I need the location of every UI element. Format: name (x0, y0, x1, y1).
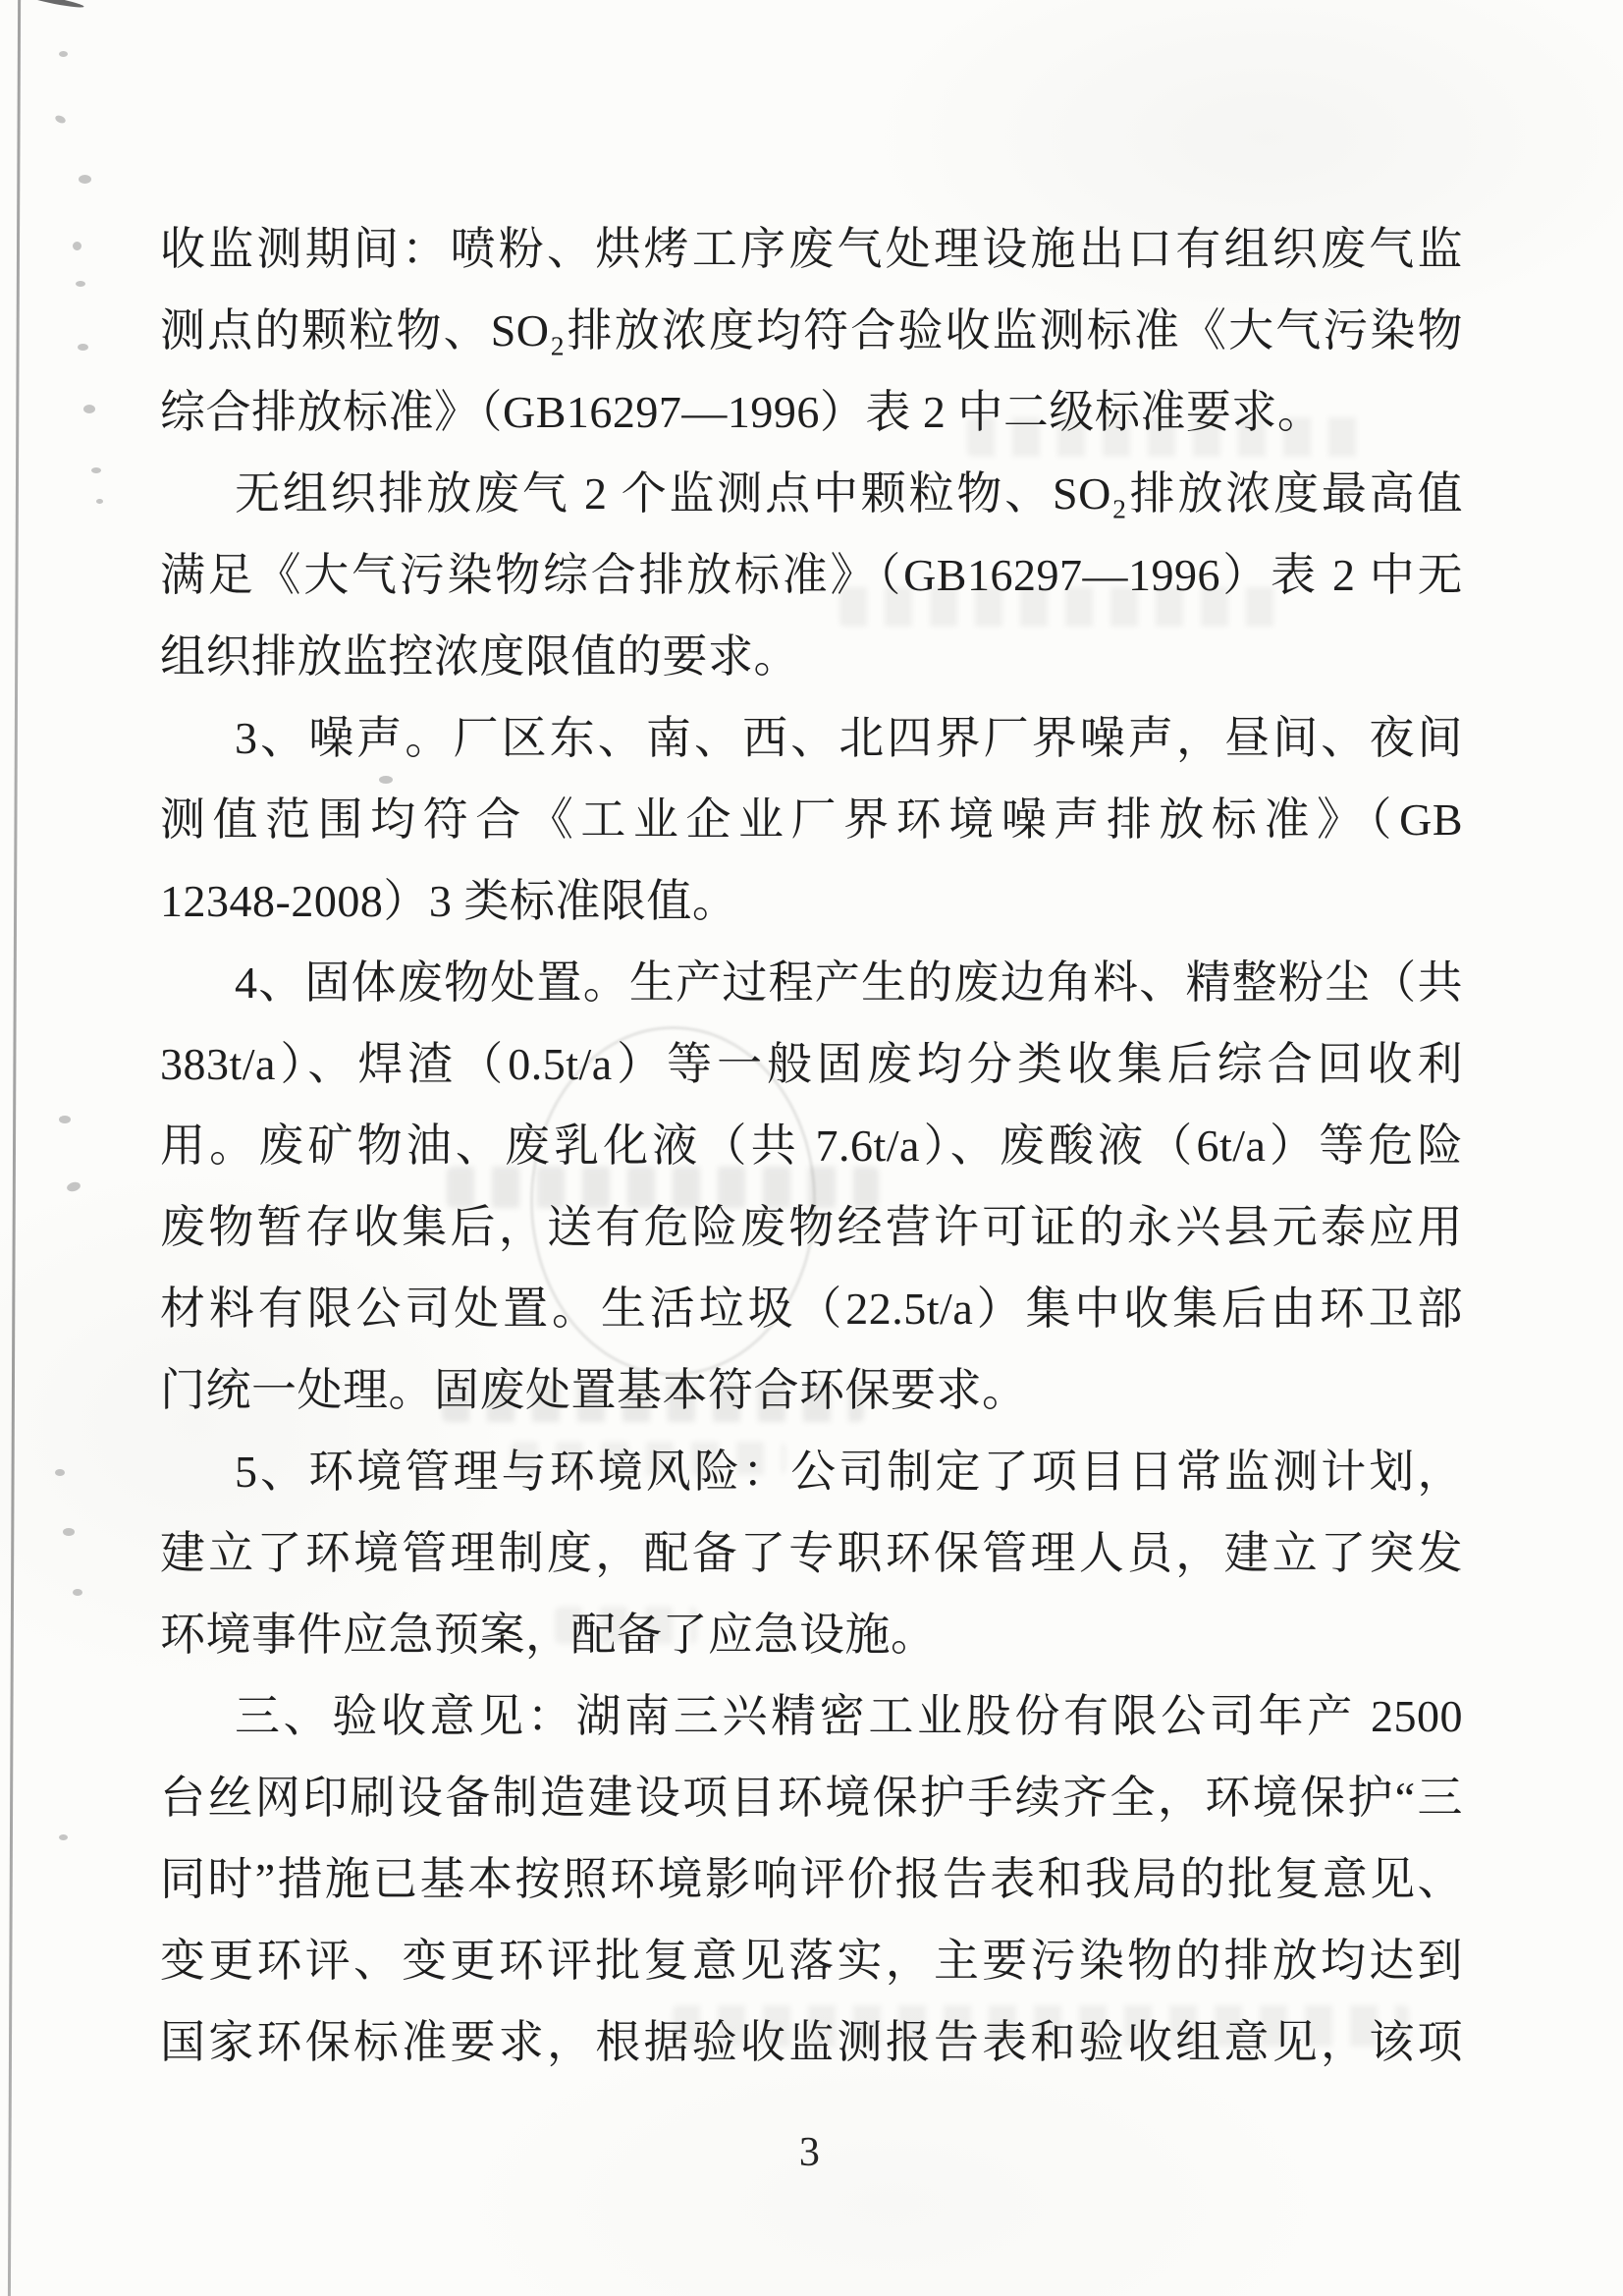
text-line: 综合排放标准》（GB16297—1996）表 2 中二级标准要求。 (160, 387, 1324, 437)
scan-artifact (54, 114, 67, 125)
text-line: 无组织排放废气 2 个监测点中颗粒物、SO₂排放浓度最高值 (235, 468, 1463, 519)
scan-artifact (73, 242, 81, 250)
scan-artifact (63, 1528, 75, 1536)
text-line: 废物暂存收集后，送有危险废物经营许可证的永兴县元泰应用 (160, 1202, 1463, 1252)
document-text-block (160, 208, 1463, 2083)
scan-artifact (96, 499, 103, 504)
text-line: 变更环评、变更环评批复意见落实，主要污染物的排放均达到 (160, 1936, 1463, 1986)
text-line: 门统一处理。固废处置基本符合环保要求。 (160, 1365, 1028, 1415)
text-line: 国家环保标准要求，根据验收监测报告表和验收组意见，该项 (160, 2017, 1463, 2067)
scan-corner-mark (26, 0, 84, 10)
scan-edge-line (8, 0, 21, 2296)
scan-artifact (55, 1469, 65, 1476)
scan-artifact (83, 405, 95, 413)
text-line: 3、噪声。厂区东、南、西、北四界厂界噪声，昼间、夜间 (235, 713, 1463, 763)
scan-artifact (73, 1589, 82, 1596)
text-line: 12348-2008）3 类标准限值。 (160, 876, 738, 926)
text-line: 测值范围均符合《工业企业厂界环境噪声排放标准》（GB (160, 794, 1463, 845)
text-line: 材料有限公司处置。生活垃圾（22.5t/a）集中收集后由环卫部 (160, 1284, 1463, 1334)
text-line: 组织排放监控浓度限值的要求。 (160, 631, 799, 682)
text-line: 台丝网印刷设备制造建设项目环境保护手续齐全，环境保护“三 (160, 1773, 1463, 1823)
text-line: 收监测期间：喷粉、烘烤工序废气处理设施出口有组织废气监 (160, 224, 1463, 274)
text-line: 383t/a）、焊渣（0.5t/a）等一般固废均分类收集后综合回收利 (160, 1039, 1463, 1089)
scan-artifact (59, 1834, 68, 1840)
scan-artifact (78, 344, 88, 351)
text-line: 环境事件应急预案，配备了应急设施。 (160, 1610, 937, 1660)
text-line: 测点的颗粒物、SO₂排放浓度均符合验收监测标准《大气污染物 (160, 305, 1463, 355)
text-line: 满足《大气污染物综合排放标准》（GB16297—1996）表 2 中无 (160, 550, 1463, 600)
text-line: 用。废矿物油、废乳化液（共 7.6t/a）、废酸液（6t/a）等危险 (160, 1121, 1463, 1171)
scan-artifact (59, 51, 68, 57)
text-line: 同时”措施已基本按照环境影响评价报告表和我局的批复意见、 (160, 1854, 1463, 1904)
text-line: 5、环境管理与环境风险：公司制定了项目日常监测计划， (235, 1447, 1463, 1497)
text-line: 建立了环境管理制度，配备了专职环保管理人员，建立了突发 (160, 1528, 1463, 1578)
text-line: 4、固体废物处置。生产过程产生的废边角料、精整粉尘（共 (235, 957, 1463, 1008)
scan-artifact (59, 1116, 71, 1123)
scan-artifact (66, 1180, 81, 1192)
scan-artifact (91, 467, 101, 473)
page-number: 3 (798, 2130, 820, 2175)
scan-artifact (76, 281, 85, 287)
text-line: 三、验收意见：湖南三兴精密工业股份有限公司年产 2500 (235, 1691, 1463, 1741)
scan-artifact (79, 175, 91, 184)
